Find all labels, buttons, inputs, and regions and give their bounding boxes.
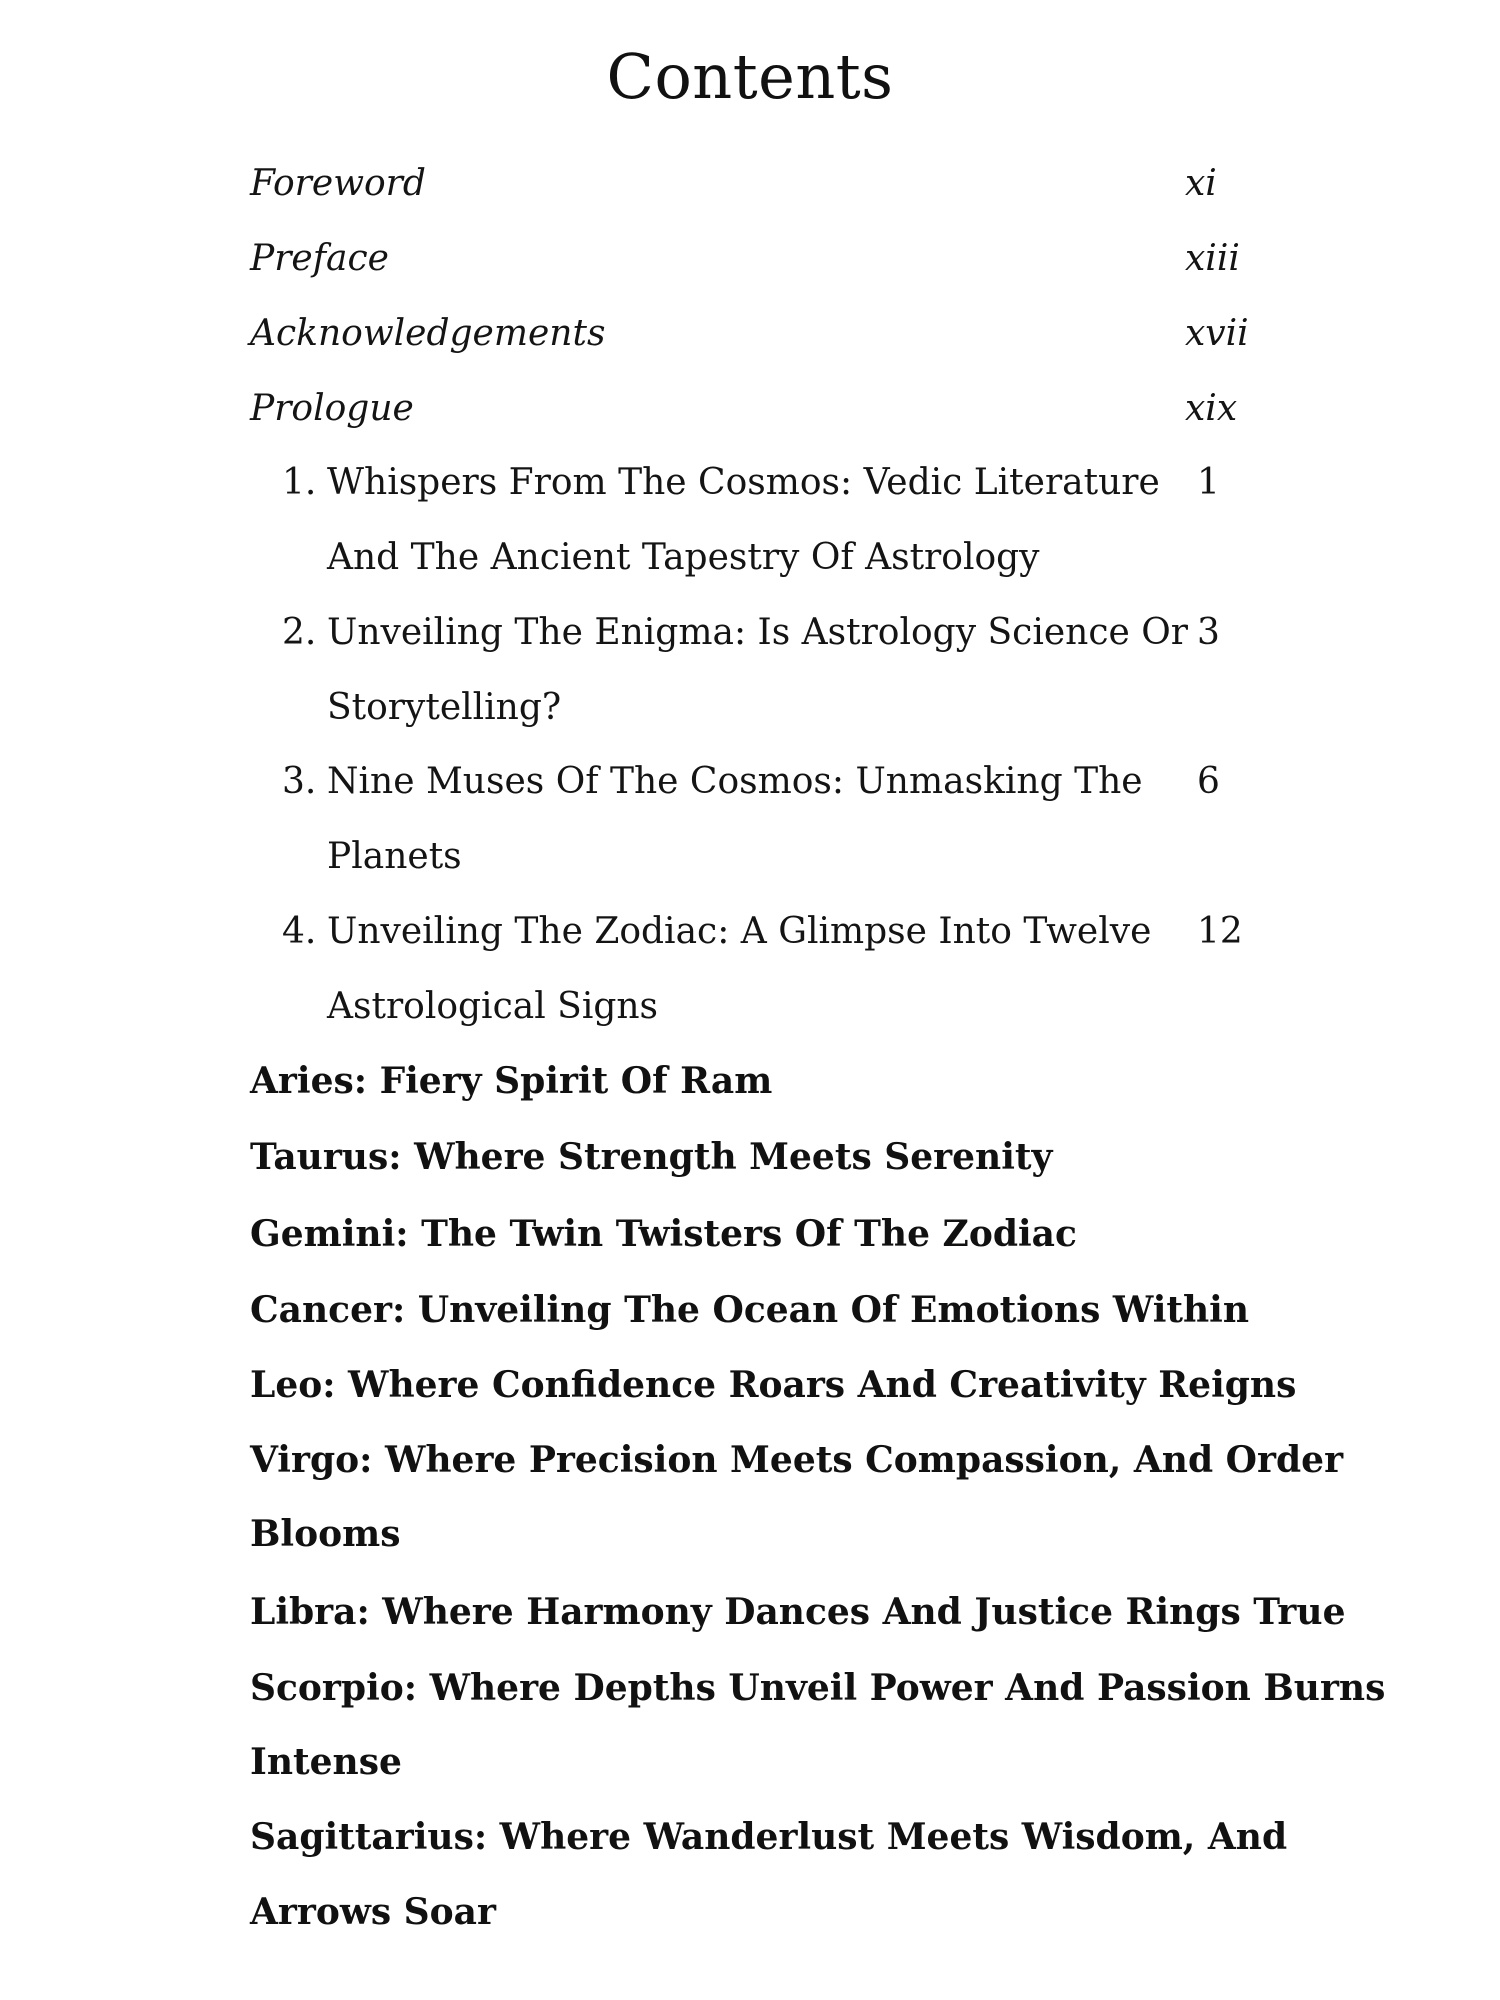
toc-entry-page-number: xvii [1185, 313, 1249, 354]
toc-entry-label: Foreword [250, 163, 426, 204]
toc-entry-foreword [250, 163, 1270, 223]
chapter-title-line-1: Nine Muses Of The Cosmos: Unmasking The [327, 761, 1143, 802]
toc-sign-scorpio-line-2: Intense [250, 1741, 402, 1783]
toc-entry-acknowledgements [250, 313, 1270, 373]
chapter-number: 2. [282, 612, 317, 653]
toc-sign-cancer: Cancer: Unveiling The Ocean Of Emotions Within [250, 1289, 1250, 1331]
toc-entry-page-number: xix [1185, 388, 1238, 429]
chapter-title-line-2: Storytelling? [327, 687, 562, 728]
chapter-title-line-2: Astrological Signs [327, 986, 659, 1027]
toc-sign-gemini: Gemini: The Twin Twisters Of The Zodiac [250, 1213, 1077, 1255]
toc-entry-label: Preface [250, 238, 389, 279]
chapter-number: 1. [282, 462, 317, 503]
chapter-title-line-1: Unveiling The Zodiac: A Glimpse Into Twelve [327, 911, 1152, 952]
toc-entry-prologue [250, 388, 1270, 448]
toc-sign-sagittarius-line-2: Arrows Soar [250, 1891, 496, 1933]
chapter-number: 3. [282, 761, 317, 802]
toc-sign-virgo-line-2: Blooms [250, 1513, 401, 1555]
toc-entry-page-number: xi [1185, 163, 1217, 204]
chapter-title-line-2: Planets [327, 836, 462, 877]
chapter-title-line-2: And The Ancient Tapestry Of Astrology [327, 537, 1040, 578]
chapter-number: 4. [282, 911, 317, 952]
toc-entry-preface [250, 238, 1270, 298]
toc-sign-virgo-line-1: Virgo: Where Precision Meets Compassion, And Order [250, 1439, 1344, 1481]
toc-sign-sagittarius-line-1: Sagittarius: Where Wanderlust Meets Wisdom, And [250, 1816, 1288, 1858]
chapter-page-number: 12 [1197, 911, 1243, 952]
chapter-page-number: 6 [1197, 761, 1220, 802]
toc-sign-taurus: Taurus: Where Strength Meets Serenity [250, 1136, 1053, 1178]
page-title: Contents [606, 40, 894, 113]
toc-entry-label: Acknowledgements [250, 313, 606, 354]
toc-sign-leo: Leo: Where Confidence Roars And Creativity Reigns [250, 1364, 1297, 1406]
toc-sign-scorpio-line-1: Scorpio: Where Depths Unveil Power And Passion Burns [250, 1667, 1386, 1709]
chapter-page-number: 3 [1197, 612, 1220, 653]
toc-sign-libra: Libra: Where Harmony Dances And Justice Rings True [250, 1591, 1346, 1633]
chapter-title-line-1: Unveiling The Enigma: Is Astrology Science Or [327, 612, 1188, 653]
chapter-page-number: 1 [1197, 462, 1220, 503]
chapter-title-line-1: Whispers From The Cosmos: Vedic Literature [327, 462, 1160, 503]
toc-entry-label: Prologue [250, 388, 414, 429]
toc-entry-page-number: xiii [1185, 238, 1240, 279]
toc-sign-aries: Aries: Fiery Spirit Of Ram [250, 1060, 773, 1102]
